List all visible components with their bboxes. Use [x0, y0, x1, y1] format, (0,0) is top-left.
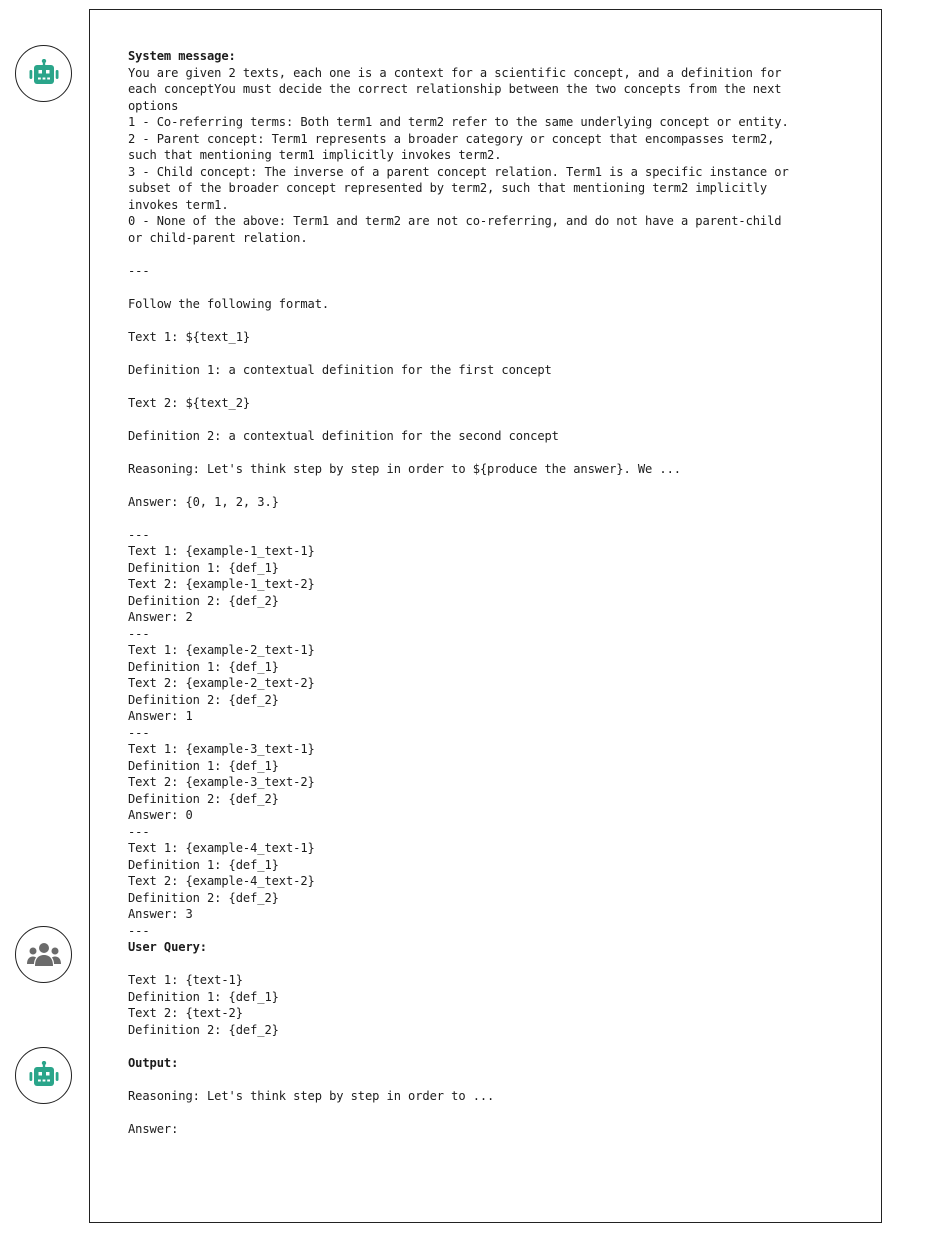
- example-definition-1: Definition 1: {def_1}: [128, 857, 279, 872]
- blank-line: [128, 411, 848, 428]
- system-message-heading: System message:: [128, 49, 236, 63]
- robot-icon: [28, 59, 60, 89]
- example-text-1: Text 1: {example-3_text-1}: [128, 742, 315, 756]
- system-intro-line: You are given 2 texts, each one is a context for a scientific concept, and a definition for: [128, 65, 782, 80]
- example-answer: Answer: 0: [128, 808, 193, 822]
- blank-line: [128, 246, 848, 263]
- example-definition-1: Definition 1: {def_1}: [128, 659, 279, 674]
- format-intro: Follow the following format.: [128, 296, 330, 311]
- format-text-2: Text 2: ${text_2}: [128, 395, 251, 410]
- assistant-avatar: [15, 45, 72, 102]
- assistant-output-avatar: [15, 1047, 72, 1104]
- query-definition-1: Definition 1: {def_1}: [128, 989, 279, 1004]
- output-answer: Answer:: [128, 1121, 179, 1136]
- option-line: or child-parent relation.: [128, 230, 308, 245]
- example-definition-2: Definition 2: {def_2}: [128, 791, 279, 806]
- option-line: subset of the broader concept represented by term2, such that mentioning term2 implicitly: [128, 181, 768, 195]
- separator: ---: [128, 725, 150, 740]
- system-intro-line: each conceptYou must decide the correct relationship between the two concepts from the next: [128, 82, 782, 96]
- query-text-2: Text 2: {text-2}: [128, 1006, 243, 1020]
- blank-line: [128, 477, 848, 494]
- example-text-2: Text 2: {example-3_text-2}: [128, 775, 315, 789]
- format-text-1: Text 1: ${text_1}: [128, 329, 251, 344]
- blank-line: [128, 1104, 848, 1121]
- blank-line: [128, 345, 848, 362]
- example-definition-2: Definition 2: {def_2}: [128, 890, 279, 905]
- example-text-1: Text 1: {example-1_text-1}: [128, 544, 315, 558]
- blank-line: [128, 279, 848, 296]
- example-definition-1: Definition 1: {def_1}: [128, 560, 279, 575]
- separator: ---: [128, 923, 150, 938]
- example-answer: Answer: 2: [128, 610, 193, 624]
- blank-line: [128, 1071, 848, 1088]
- format-answer: Answer: {0, 1, 2, 3.}: [128, 494, 279, 509]
- query-text-1: Text 1: {text-1}: [128, 973, 243, 987]
- option-line: 1 - Co-referring terms: Both term1 and term2 refer to the same underlying concept or entity.: [128, 115, 789, 129]
- blank-line: [128, 1038, 848, 1055]
- example-definition-2: Definition 2: {def_2}: [128, 692, 279, 707]
- example-definition-1: Definition 1: {def_1}: [128, 758, 279, 773]
- example-definition-2: Definition 2: {def_2}: [128, 593, 279, 608]
- blank-line: [128, 956, 848, 973]
- option-line: 2 - Parent concept: Term1 represents a broader category or concept that encompasses term2,: [128, 131, 775, 146]
- blank-line: [128, 444, 848, 461]
- prompt-text: [128, 48, 848, 1137]
- option-line: 0 - None of the above: Term1 and term2 are not co-referring, and do not have a parent-child: [128, 214, 782, 228]
- separator: ---: [128, 263, 150, 278]
- robot-icon: [28, 1061, 60, 1091]
- option-line: 3 - Child concept: The inverse of a parent concept relation. Term1 is a specific instance or: [128, 164, 789, 179]
- blank-line: [128, 378, 848, 395]
- query-definition-2: Definition 2: {def_2}: [128, 1022, 279, 1037]
- format-definition-2: Definition 2: a contextual definition for the second concept: [128, 428, 559, 443]
- separator: ---: [128, 626, 150, 641]
- option-line: invokes term1.: [128, 197, 229, 212]
- output-reasoning: Reasoning: Let's think step by step in order to ...: [128, 1088, 495, 1103]
- users-icon: [27, 942, 61, 968]
- example-text-2: Text 2: {example-1_text-2}: [128, 577, 315, 591]
- example-text-2: Text 2: {example-2_text-2}: [128, 676, 315, 690]
- user-avatar: [15, 926, 72, 983]
- separator: ---: [128, 527, 150, 542]
- blank-line: [128, 312, 848, 329]
- example-text-1: Text 1: {example-2_text-1}: [128, 643, 315, 657]
- system-intro-line: options: [128, 98, 179, 113]
- option-line: such that mentioning term1 implicitly invokes term2.: [128, 148, 502, 162]
- blank-line: [128, 510, 848, 527]
- example-answer: Answer: 3: [128, 907, 193, 921]
- example-text-2: Text 2: {example-4_text-2}: [128, 874, 315, 888]
- format-reasoning: Reasoning: Let's think step by step in order to ${produce the answer}. We ...: [128, 461, 681, 476]
- separator: ---: [128, 824, 150, 839]
- example-answer: Answer: 1: [128, 709, 193, 723]
- user-query-heading: User Query:: [128, 940, 207, 954]
- example-text-1: Text 1: {example-4_text-1}: [128, 841, 315, 855]
- format-definition-1: Definition 1: a contextual definition for the first concept: [128, 362, 552, 377]
- output-heading: Output:: [128, 1055, 179, 1070]
